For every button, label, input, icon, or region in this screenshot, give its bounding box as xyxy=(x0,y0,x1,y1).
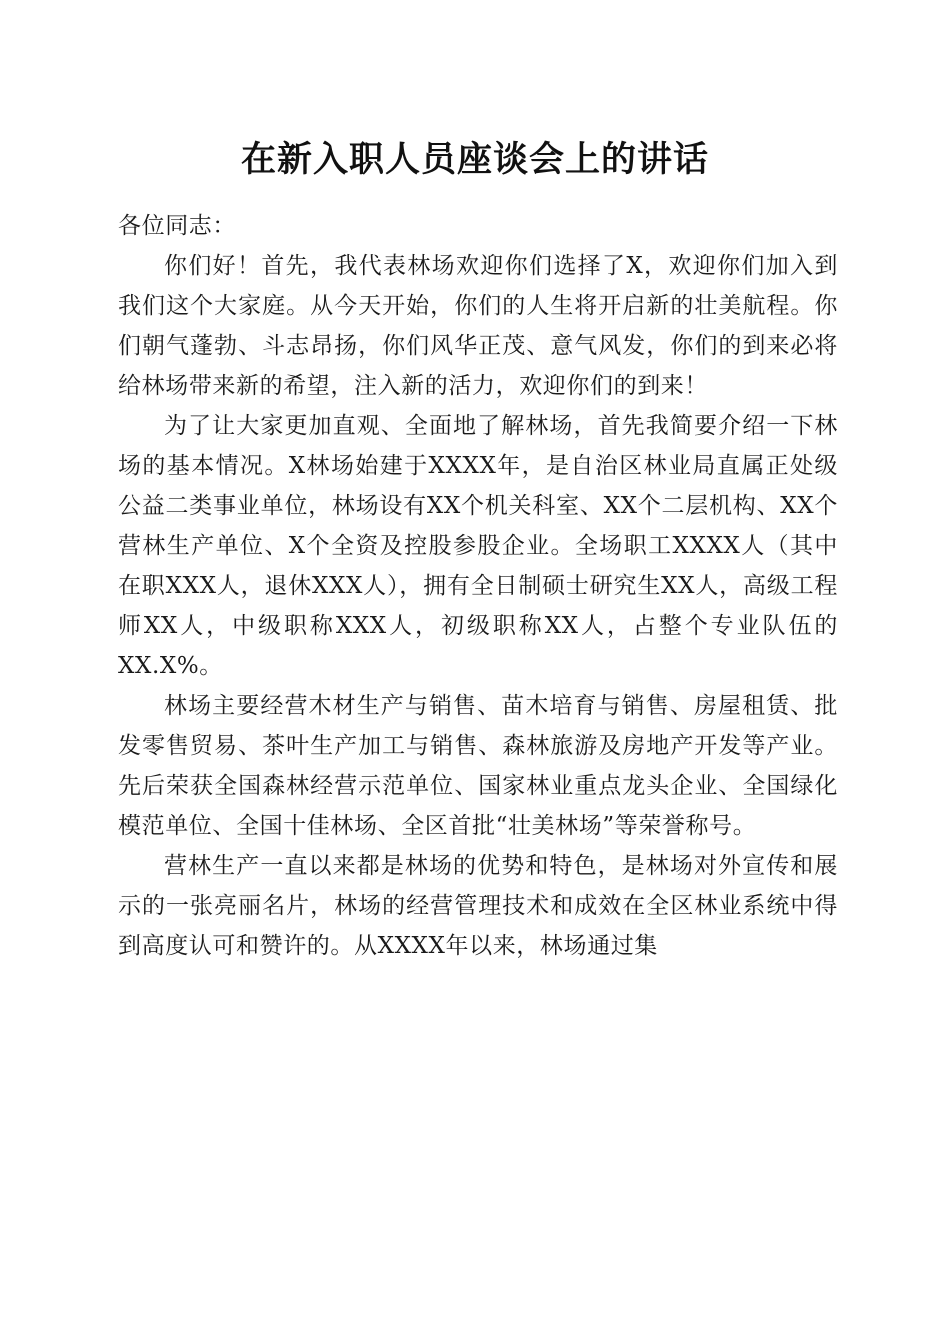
document-title: 在新入职人员座谈会上的讲话 xyxy=(240,139,709,180)
paragraph-welcome: 你们好！首先，我代表林场欢迎你们选择了X，欢迎你们加入到我们这个大家庭。从今天开始，你们的人生将开启新的壮美航程。你们朝气蓬勃、斗志昂扬，你们风华正茂、意气风发，你们的到来必将给林场带来新的希望，注入新的活力，欢迎你们的到来！ xyxy=(118,253,838,399)
paragraph-overview: 为了让大家更加直观、全面地了解林场，首先我简要介绍一下林场的基本情况。X林场始建于XXXX年，是自治区林业局直属正处级公益二类事业单位，林场设有XX个机关科室、XX个二层机构、XX个营林生产单位、X个全资及控股参股企业。全场职工XXXX人（其中在职XXX人，退休XXX人），拥有全日制硕士研究生XX人，高级工程师XX人，中级职称XXX人，初级职称XX人，占整个专业队伍的XX.X%。 xyxy=(118,413,838,679)
document-body xyxy=(118,206,838,966)
paragraph-forestry: 营林生产一直以来都是林场的优势和特色，是林场对外宣传和展示的一张亮丽名片，林场的经营管理技术和成效在全区林业系统中得到高度认可和赞许的。从XXXX年以来，林场通过集 xyxy=(118,853,838,959)
salutation: 各位同志： xyxy=(118,213,236,239)
paragraph-business: 林场主要经营木材生产与销售、苗木培育与销售、房屋租赁、批发零售贸易、茶叶生产加工与销售、森林旅游及房地产开发等产业。先后荣获全国森林经营示范单位、国家林业重点龙头企业、全国绿化模范单位、全国十佳林场、全区首批“壮美林场”等荣誉称号。 xyxy=(118,693,838,839)
